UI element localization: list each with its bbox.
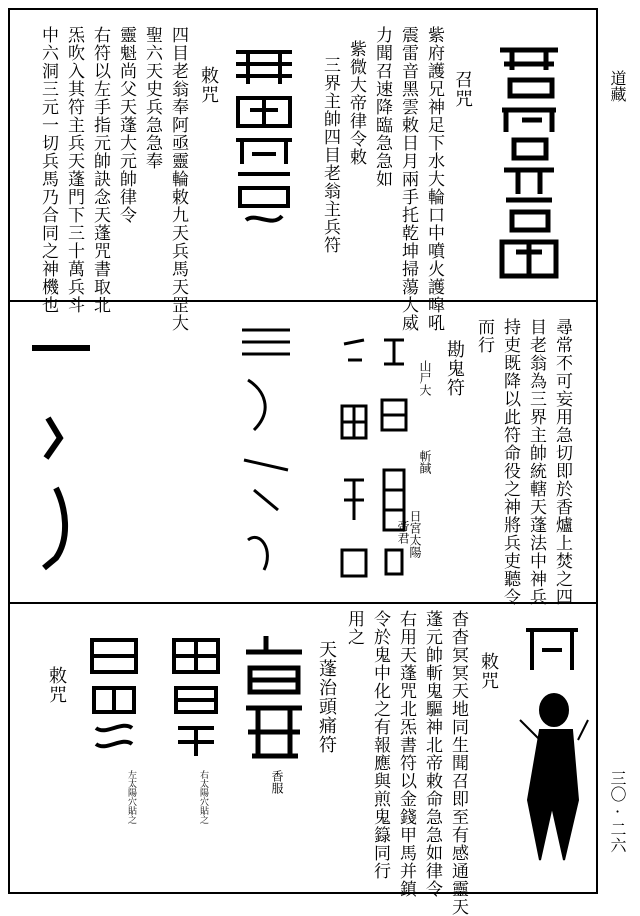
section3-title-headache: 天蓬治頭痛符: [316, 640, 337, 754]
section1-line: 紫微大帝律令敕: [346, 40, 366, 166]
section2-line: 目老翁為三界主帥統轄天蓬法中神兵: [526, 318, 546, 606]
ghost-talisman-column-d: [26, 318, 96, 582]
section1-line: 力聞召速降臨急急如: [372, 26, 392, 188]
section3-title-decree-2: 敕咒: [46, 666, 67, 704]
section2-line: 持吏既降以此符命役之神將兵吏聽令: [500, 318, 520, 606]
section2-line: 尋常不可妄用急切即於香爐上焚之四: [552, 318, 572, 606]
section1-line: 右符以左手指元帥訣念天蓬咒書取北: [90, 26, 110, 314]
headache-talisman-large: [236, 628, 316, 768]
section3-caption-fragrance: 香服: [270, 770, 284, 794]
section3-title-decree: 敕咒: [478, 652, 499, 690]
section2-line: 而行: [474, 318, 494, 354]
section2-label: 日宮太陽: [408, 510, 422, 558]
section2-label: 帝君: [396, 520, 410, 544]
page-number: 三〇·二六: [608, 770, 627, 853]
headache-talisman-left: [84, 632, 144, 762]
section1-line: 炁吹入其符主兵天蓬門下三十萬兵斗: [64, 26, 84, 314]
section1-line: 聖六天史兵急急奉: [142, 26, 162, 170]
section1-line: 四目老翁奉阿亟靈輪敕九天兵馬天罡大: [168, 26, 188, 332]
ghost-talisman-column-a: [374, 330, 414, 580]
section2-title: 勘鬼符: [444, 340, 465, 397]
section3-line: 右用天蓬咒北炁書符以金錢甲馬并鎮: [396, 610, 416, 898]
section1-title-summon: 召咒: [452, 70, 473, 108]
seal-talisman-medium: [228, 44, 300, 230]
margin-header: 道藏: [608, 70, 627, 102]
section1-line: 靈魁尚父天蓬大元帥律令: [116, 26, 136, 224]
section1-line: 震雷音黑雲敕日月兩手托乾坤掃蕩大威: [398, 26, 418, 332]
section3-line: 杳杳冥冥天地同生聞召即至有感通靈天: [448, 610, 468, 916]
section1-line: 中六洞三元一切兵馬乃合同之神機也: [38, 26, 58, 314]
section3-line: 蓬元帥斬鬼驅神北帝敕命急急如律令: [422, 610, 442, 898]
section3-line: 令於鬼中化之有報應與煎鬼籙同行: [370, 610, 390, 880]
section1-title-decree: 敕咒: [198, 66, 219, 104]
section3-caption-left: 左太陽穴貼之: [126, 770, 136, 824]
ghost-talisman-column-b: [334, 330, 374, 580]
section3-line: 用之: [344, 610, 364, 646]
seal-talisman-large: [492, 40, 566, 286]
section1-line: 三界主帥四目老翁主兵符: [320, 56, 340, 254]
section1-line: 紫府護兄神足下水大輪口中噴火護嘷吼: [424, 26, 444, 332]
section2-label: 山尸大: [418, 360, 432, 396]
headache-talisman-right: [166, 632, 226, 762]
section2-label: 斬馘: [418, 450, 432, 474]
section3-caption-right: 右太陽穴貼之: [198, 770, 208, 824]
ghost-talisman-column-c: [234, 320, 300, 580]
deity-figure: [512, 610, 592, 880]
